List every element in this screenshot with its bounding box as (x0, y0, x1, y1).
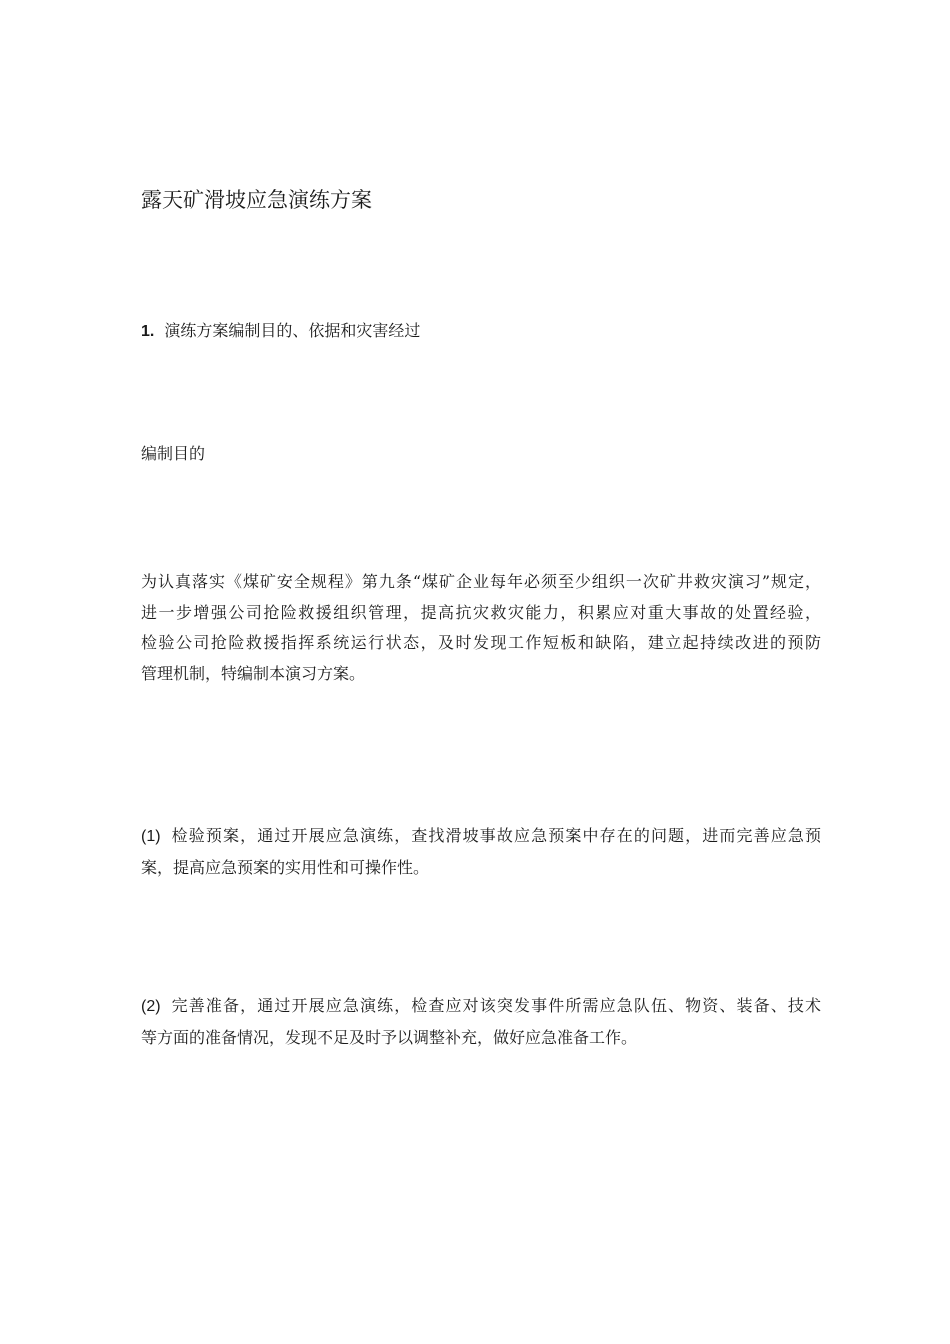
list-marker: (1) (141, 828, 161, 845)
paragraph-line: 为认真落实《煤矿安全规程》第九条“煤矿企业每年必须至少组织一次矿井救灾演习”规定， (141, 572, 821, 591)
list-item-line (141, 820, 821, 852)
paragraph-line: 进一步增强公司抢险救援组织管理，提高抗灾救灾能力，积累应对重大事故的处置经验， (141, 602, 821, 622)
section-number: 1. (141, 323, 155, 340)
list-item-1 (141, 820, 821, 884)
list-item-line (141, 990, 821, 1022)
list-item-text: 完善准备，通过开展应急演练，检查应对该突发事件所需应急队伍、物资、装备、技术 (170, 996, 821, 1015)
paragraph-line: 管理机制，特编制本演习方案。 (141, 663, 366, 683)
intro-paragraph (141, 567, 821, 689)
section-heading-1 (141, 319, 420, 344)
subheading-purpose: 编制目的 (141, 444, 206, 463)
document-title: 露天矿滑坡应急演练方案 (141, 188, 372, 212)
list-item-text: 检验预案，通过开展应急演练，查找滑坡事故应急预案中存在的问题，进而完善应急预 (170, 826, 821, 845)
section-heading-text: 演练方案编制目的、依据和灾害经过 (164, 321, 421, 340)
list-marker: (2) (141, 998, 161, 1015)
paragraph-line: 检验公司抢险救援指挥系统运行状态，及时发现工作短板和缺陷，建立起持续改进的预防 (141, 633, 821, 652)
list-item-2 (141, 990, 821, 1054)
list-item-line: 等方面的准备情况，发现不足及时予以调整补充，做好应急准备工作。 (141, 1028, 638, 1047)
list-item-line: 案，提高应急预案的实用性和可操作性。 (141, 858, 430, 877)
